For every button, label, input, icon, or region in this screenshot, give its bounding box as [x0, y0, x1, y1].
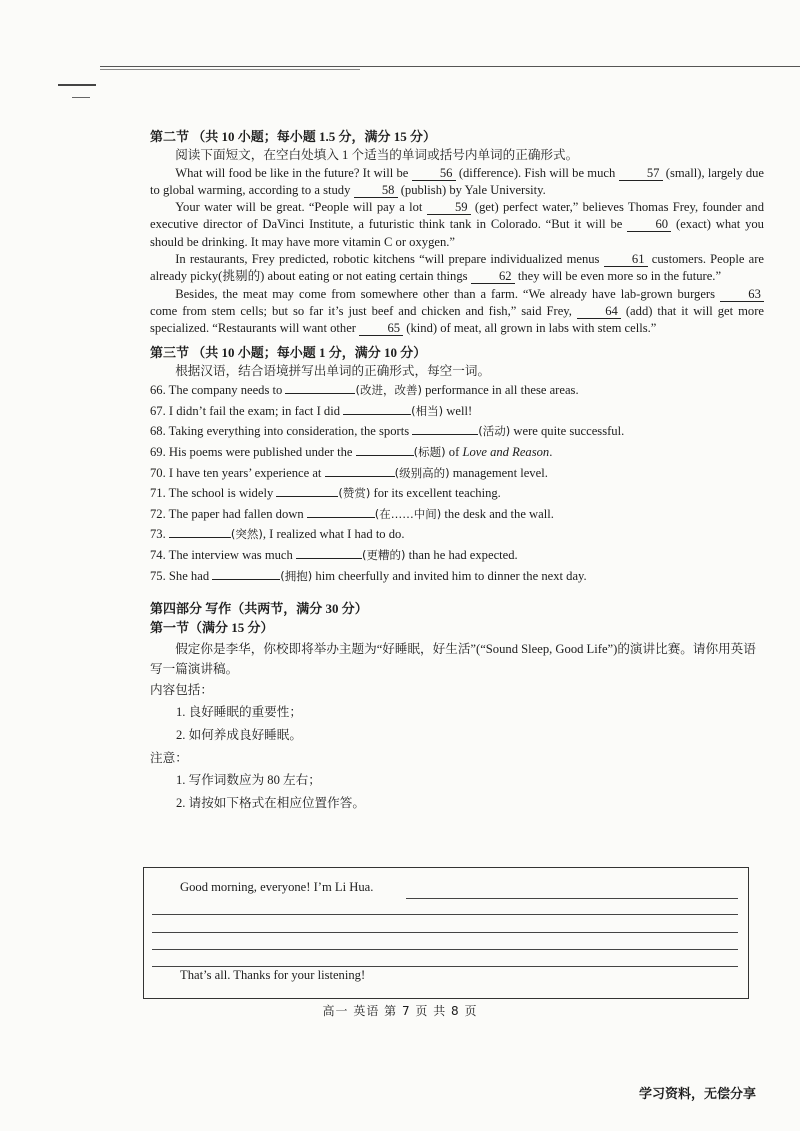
passage-paragraph-3: In restaurants, Frey predicted, robotic kitchens “will prepare individualized menus 61 customers. People are already picky(挑剔的) about eating or not eating certain things 62 they will be even more so in the future.” — [150, 252, 764, 284]
passage-paragraph-1: What will food be like in the future? It will be 56 (difference). Fish will be much 57 (small), largely due to global warming, according to a study 58 (publish) by Yale University. — [150, 165, 764, 197]
blank-64[interactable]: 64 — [577, 304, 621, 319]
answer-blank-75[interactable] — [212, 567, 280, 580]
note-item: 2. 请按如下格式在相应位置作答。 — [176, 795, 365, 810]
passage-paragraph-2: Your water will be great. “People will pay a lot 59 (get) perfect water,” believes Thomas Frey, founder and executive director of DaVinci Institute, a futuristic think tank in Colorado. “But it will be 60 (exact) what you should be drinking. It may have more vitamin C or oxygen.” — [150, 200, 764, 249]
page-top-rule-secondary — [100, 69, 360, 70]
passage-paragraph-4: Besides, the meat may come from somewhere other than a farm. “We already have lab-grown burgers 63 come from stem cells; but so far it’s just beef and chicken and fish,” said Frey, 64 (add) that it will get more specialized. “Restaurants will want other 65 (kind) of meat, all grown in labs with stem cells.” — [150, 286, 764, 336]
blank-58[interactable]: 58 — [354, 183, 398, 198]
question-69: 69. His poems were published under the (标题) of Love and Reason. — [150, 444, 553, 459]
content-item: 2. 如何养成良好睡眠。 — [176, 727, 302, 742]
blank-61[interactable]: 61 — [604, 252, 648, 267]
blank-56[interactable]: 56 — [412, 166, 456, 181]
essay-line[interactable] — [152, 914, 738, 915]
section3-instruction: 根据汉语，结合语境拼写出单词的正确形式，每空一词。 — [175, 363, 491, 378]
answer-blank-71[interactable] — [276, 484, 338, 497]
answer-blank-73[interactable] — [169, 525, 231, 538]
essay-line[interactable] — [152, 932, 738, 933]
margin-mark-small — [72, 97, 90, 98]
answer-blank-69[interactable] — [356, 443, 414, 456]
blank-65[interactable]: 65 — [359, 321, 403, 336]
question-67: 67. I didn’t fail the exam; in fact I did (相当) well! — [150, 403, 473, 418]
section2-title: 第二节 （共 10 小题；每小题 1.5 分，满分 15 分） — [150, 129, 437, 144]
essay-line[interactable] — [152, 949, 738, 950]
answer-blank-72[interactable] — [307, 505, 375, 518]
question-73: 73. (突然), I realized what I had to do. — [150, 527, 405, 542]
blank-62[interactable]: 62 — [471, 269, 515, 284]
exam-content — [150, 128, 764, 815]
part4-section1-title: 第一节（满分 15 分） — [150, 620, 274, 636]
answer-blank-70[interactable] — [325, 464, 395, 477]
essay-answer-box[interactable] — [143, 867, 749, 999]
answer-blank-68[interactable] — [412, 422, 478, 435]
blank-63[interactable]: 63 — [720, 287, 764, 302]
note-item: 1. 写作词数应为 80 左右； — [176, 772, 321, 787]
note-items — [150, 769, 764, 815]
question-70: 70. I have ten years’ experience at (级别高的) management level. — [150, 465, 548, 480]
essay-line[interactable] — [152, 966, 738, 967]
question-75: 75. She had (拥抱) him cheerfully and invited him to dinner the next day. — [150, 568, 587, 583]
question-68: 68. Taking everything into consideration, the sports (活动) were quite successful. — [150, 424, 625, 439]
essay-opening: Good morning, everyone! I’m Li Hua. — [180, 880, 374, 894]
blank-60[interactable]: 60 — [627, 217, 671, 232]
question-72: 72. The paper had fallen down (在……中间) the desk and the wall. — [150, 506, 554, 521]
watermark-text: 学习资料，无偿分享 — [638, 1087, 756, 1102]
writing-prompt: 假定你是李华，你校即将举办主题为“好睡眠，好生活”(“Sound Sleep, Good Life”)的演讲比赛。请你用英语写一篇演讲稿。 — [150, 641, 756, 676]
question-74: 74. The interview was much (更糟的) than he had expected. — [150, 547, 518, 562]
content-item: 1. 良好睡眠的重要性； — [176, 704, 302, 719]
blank-59[interactable]: 59 — [427, 200, 471, 215]
essay-line[interactable] — [406, 898, 738, 899]
answer-blank-74[interactable] — [296, 546, 362, 559]
answer-blank-67[interactable] — [343, 402, 411, 415]
margin-mark — [58, 84, 96, 86]
question-66: 66. The company needs to (改进，改善) performance in all these areas. — [150, 383, 579, 398]
answer-blank-66[interactable] — [285, 381, 355, 394]
blank-57[interactable]: 57 — [619, 166, 663, 181]
content-label: 内容包括： — [150, 682, 213, 697]
part4-title: 第四部分 写作（共两节，满分 30 分） — [150, 601, 368, 617]
page-footer: 高一 英语 第 7 页 共 8 页 — [322, 1004, 478, 1018]
section3-title: 第三节 （共 10 小题；每小题 1 分，满分 10 分） — [150, 344, 427, 360]
question-71: 71. The school is widely (赞赏) for its excellent teaching. — [150, 486, 501, 501]
note-label: 注意： — [150, 750, 188, 765]
essay-closing: That’s all. Thanks for your listening! — [180, 968, 366, 982]
section2-instruction: 阅读下面短文，在空白处填入 1 个适当的单词或括号内单词的正确形式。 — [175, 148, 579, 163]
content-items — [150, 701, 764, 747]
page-top-rule — [100, 66, 800, 67]
